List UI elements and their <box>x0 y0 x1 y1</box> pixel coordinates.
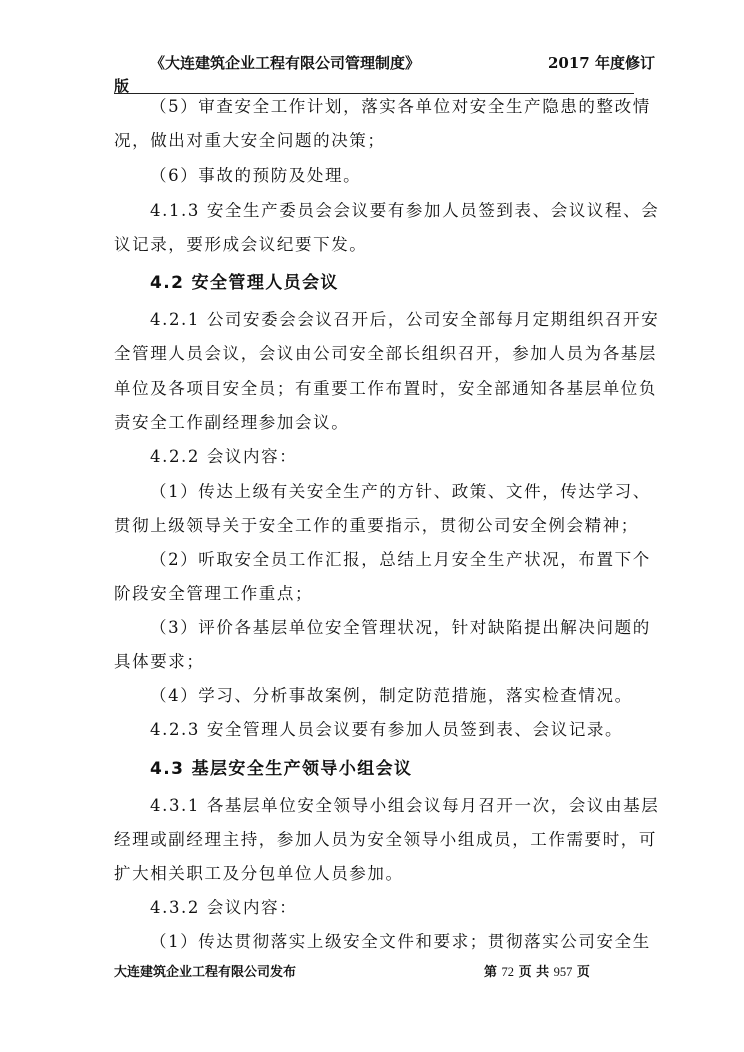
body-line: 责安全工作副经理参加会议。 <box>114 413 350 432</box>
page-suffix: 页 <box>576 965 590 980</box>
body-line: （4）学习、分析事故案例，制定防范措施，落实检查情况。 <box>150 686 633 705</box>
body-line: 4.2.2 会议内容： <box>150 447 298 466</box>
publisher-label: 大连建筑企业工程有限公司发布 <box>114 965 297 980</box>
body-line: 4.2.3 安全管理人员会议要有参加人员签到表、会议记录。 <box>150 720 624 739</box>
body-line: 扩大相关职工及分包单位人员参加。 <box>114 864 404 883</box>
page-indicator <box>484 961 590 980</box>
body-line: （3）评价各基层单位安全管理状况，针对缺陷提出解决问题的 <box>150 618 651 637</box>
body-line: 议记录，要形成会议纪要下发。 <box>114 235 368 254</box>
body-line: 贯彻上级领导关于安全工作的重要指示，贯彻公司安全例会精神； <box>114 516 639 535</box>
body-line: （5）审查安全工作计划，落实各单位对安全生产隐患的整改情 <box>150 97 651 116</box>
page-mid: 页 共 <box>518 965 550 980</box>
revision-label-tail: 版 <box>114 77 130 95</box>
body-line: （1）传达贯彻落实上级安全文件和要求；贯彻落实公司安全生 <box>150 932 651 951</box>
body-line: （6）事故的预防及处理。 <box>150 166 362 185</box>
body-line: 阶段安全管理工作重点； <box>114 584 314 603</box>
body-line: 况，做出对重大安全问题的决策； <box>114 131 386 150</box>
body-line: 经理或副经理主持，参加人员为安全领导小组成员，工作需要时，可 <box>114 830 657 849</box>
section-heading: 4.2 安全管理人员会议 <box>150 273 339 293</box>
revision-label: 2017 年度修订 <box>548 54 655 72</box>
body-line: （1）传达上级有关安全生产的方针、政策、文件，传达学习、 <box>150 482 651 501</box>
body-line: 全管理人员会议，会议由公司安全部长组织召开，参加人员为各基层 <box>114 344 657 363</box>
body-line: 4.3.2 会议内容： <box>150 898 298 917</box>
body-line: （2）听取安全员工作汇报，总结上月安全生产状况，布置下个 <box>150 550 651 569</box>
body-line: 4.1.3 安全生产委员会会议要有参加人员签到表、会议议程、会 <box>150 201 660 220</box>
body-line: 4.3.1 各基层单位安全领导小组会议每月召开一次，会议由基层 <box>150 796 660 815</box>
body-line: 4.2.1 公司安委会会议召开后，公司安全部每月定期组织召开安 <box>150 310 660 329</box>
section-heading: 4.3 基层安全生产领导小组会议 <box>150 759 413 779</box>
page-total: 957 <box>553 965 573 979</box>
document-title: 《大连建筑企业工程有限公司管理制度》 <box>150 54 421 72</box>
body-line: 单位及各项目安全员；有重要工作布置时，安全部通知各基层单位负 <box>114 379 657 398</box>
page-prefix: 第 <box>484 965 498 980</box>
page-current: 72 <box>501 965 515 979</box>
body-line: 具体要求； <box>114 652 205 671</box>
